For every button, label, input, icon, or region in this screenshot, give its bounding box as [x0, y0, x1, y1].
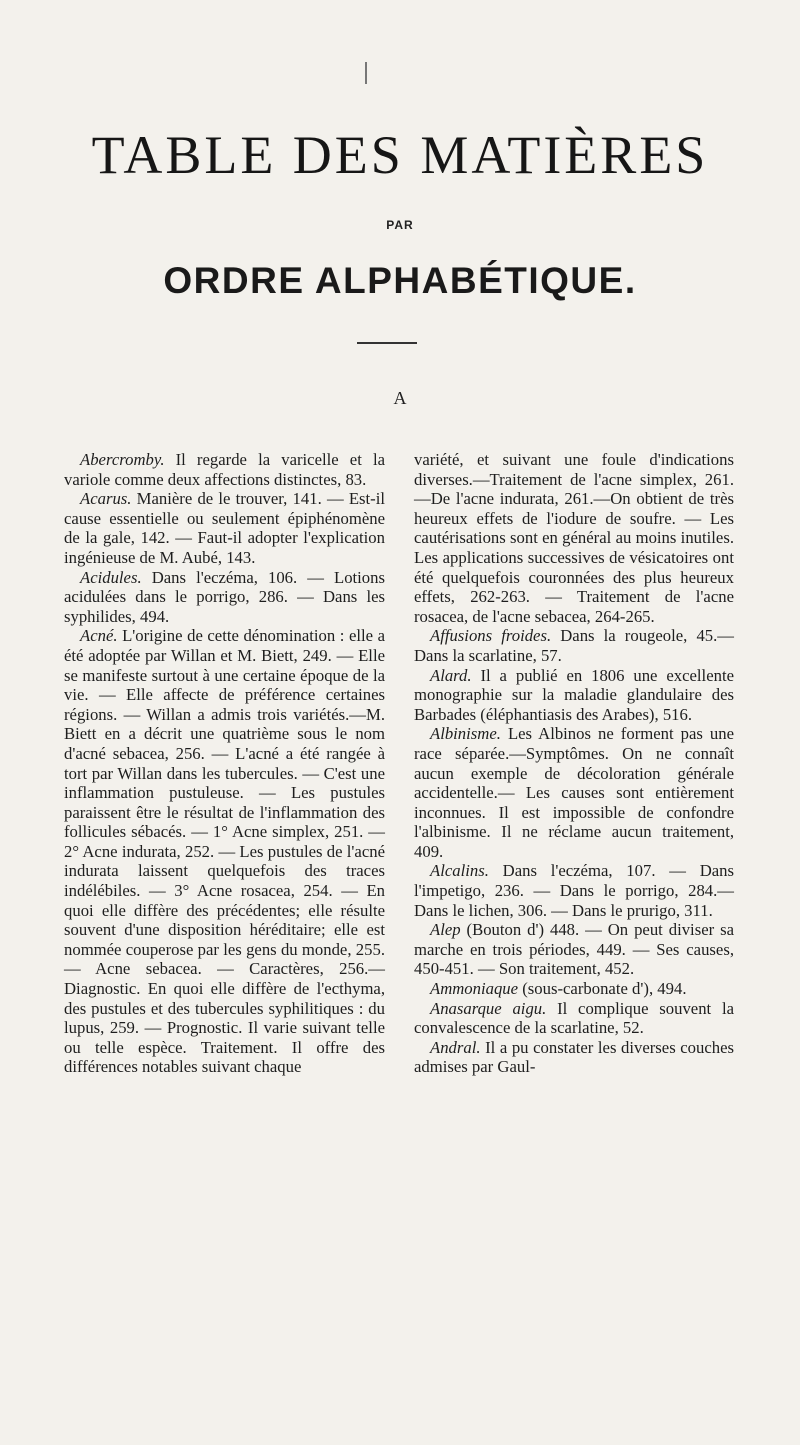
index-entry: [414, 861, 734, 920]
index-entry: [64, 626, 385, 1077]
index-entry: [414, 724, 734, 861]
title-divider: [357, 342, 417, 344]
index-entry: [414, 1038, 734, 1077]
index-column-left: [64, 450, 385, 1077]
entry-text: Dans l'eczéma, 107. — Dans l'impetigo, 236. — Dans le porrigo, 284.—Dans le lichen, 306. — Dans le prurigo, 311.: [414, 861, 734, 920]
index-entry: [414, 626, 734, 665]
page-mark: [365, 62, 367, 84]
entry-heading: Alard.: [430, 665, 472, 685]
entry-text: Dans la rougeole, 45.—Dans la scarlatine, 57.: [414, 626, 734, 665]
section-letter: A: [393, 388, 407, 408]
index-entry: [64, 450, 385, 489]
entry-text: (Bouton d') 448. — On peut diviser sa marche en trois périodes, 449. — Ses causes, 450-451. — Son traitement, 452.: [414, 920, 734, 979]
entry-text: Il regarde la varicelle et la variole comme deux affections distinctes, 83.: [64, 450, 385, 489]
entry-heading: Ammoniaque: [430, 979, 519, 999]
entry-text: variété, et suivant une foule d'indications diverses.—Traitement de l'acne simplex, 261.—De l'acne indurata, 261.—On obtient de très heureux effets de l'iodure de soufre. — Les cautérisations sont en général au moins inutiles. Les applications successives de vésicatoires ont été quelquefois couronnées des plus heureux effets, 262-263. — Traitement de l'acne rosacea, de l'acne sebacea, 264-265.: [414, 450, 734, 626]
entry-heading: Acarus.: [80, 489, 132, 509]
title-connector: PAR: [386, 218, 414, 232]
entry-heading: Acidules.: [80, 567, 142, 587]
index-entry: [64, 489, 385, 567]
entry-text: Il a publié en 1806 une excellente monographie sur la maladie glandulaire des Barbades (éléphantiasis des Arabes), 516.: [414, 665, 734, 724]
entry-text: Les Albinos ne forment pas une race séparée.—Symptômes. On ne connaît aucun exemple de décoloration générale accidentelle.— Les causes sont entièrement inconnues. Il est impossible de confondre l'albinisme. Il ne réclame aucun traitement, 409.: [414, 724, 734, 861]
page-subtitle: ORDRE ALPHABÉTIQUE.: [163, 260, 637, 301]
entry-text: (sous-carbonate d'), 494.: [518, 979, 687, 999]
entry-heading: Alep: [430, 920, 461, 940]
index-entry: [414, 666, 734, 725]
index-entry-continued: [414, 450, 734, 626]
page-title: TABLE DES MATIÈRES: [91, 125, 709, 185]
index-entry: [414, 979, 734, 999]
index-entry: [64, 568, 385, 627]
entry-text: Il a pu constater les diverses couches admises par Gaul-: [414, 1037, 734, 1077]
entry-heading: Acné.: [80, 626, 118, 646]
entry-text: Dans l'eczéma, 106. — Lotions acidulées dans le porrigo, 286. — Dans les syphilides, 494.: [64, 567, 385, 626]
entry-text: Il complique souvent la convalescence de la scarlatine, 52.: [414, 998, 735, 1038]
entry-heading: Anasarque aigu.: [430, 998, 547, 1018]
index-entry: [414, 920, 734, 979]
entry-heading: Affusions froides.: [430, 626, 552, 646]
index-entry: [414, 999, 734, 1038]
index-column-right: [414, 450, 734, 1077]
entry-text: L'origine de cette dénomination : elle a été adoptée par Willan et M. Biett, 249. — Elle se manifeste surtout à une certaine époque de la vie. — Elle affecte de préférence certaines régions. — Willan a admis trois variétés.—M. Biett en a décrit une quatrième sous le nom d'acné sebacea, 256. — L'acné a été rangée à tort par Willan dans les tubercules. — C'est une inflammation pustuleuse. — Les pustules paraissent être le résultat de l'inflammation des follicules sébacés. — 1° Acne simplex, 251. — 2° Acne indurata, 252. — Les pustules de l'acné indurata laissent quelquefois des traces indélébiles. — 3° Acne rosacea, 254. — En quoi elle diffère des précédentes; elle résulte souvent d'une disposition héréditaire; elle est nommée couperose par les gens du monde, 255. — Acne sebacea. — Caractères, 256.—Diagnostic. En quoi elle diffère de l'ecthyma, des pustules et des tubercules syphilitiques : du lupus, 259. — Prognostic. Il varie suivant telle ou telle espèce. Traitement. Il offre des différences notables suivant chaque: [64, 626, 385, 1077]
entry-heading: Albinisme.: [430, 724, 501, 744]
entry-heading: Andral.: [430, 1037, 481, 1057]
entry-heading: Alcalins.: [430, 861, 489, 881]
entry-text: Manière de le trouver, 141. — Est-il cause essentielle ou seulement épiphénomène de la gale, 142. — Faut-il adopter l'explication ingénieuse de M. Aubé, 143.: [64, 489, 385, 567]
entry-heading: Abercromby.: [80, 450, 165, 469]
